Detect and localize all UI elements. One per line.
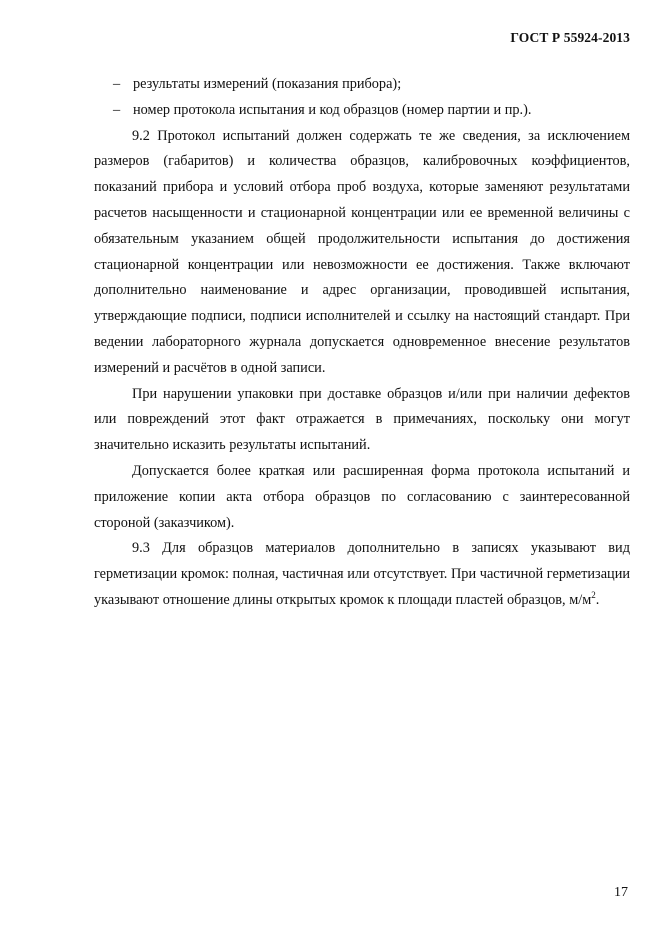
paragraph-9-3-period: . <box>595 591 600 608</box>
paragraph-9-2: 9.2 Протокол испытаний должен содержать те же сведения, за исключением размеров (габаритов) и количества образцов, калибровочных коэффициентов, показаний прибора и условий отбора проб воздуха, которые заменяют результатами расчетов насыщенности и стационарной концентрации или ее временной величины с обязательным указанием общей продолжительности испытания до достижения стационарной концентрации или невозможности ее достижения. Также включают дополнительно наименование и адрес организации, проводившей испытания, утверждающие подписи, подписи исполнителей и ссылку на настоящий стандарт. При ведении лабораторного журнала допускается одновременное внесение результатов измерений и расчётов в одной записи. <box>94 127 630 376</box>
paragraph-9-3 <box>94 536 630 613</box>
list-item-text: номер протокола испытания и код образцов (номер партии и пр.). <box>133 101 532 118</box>
list-dash: – <box>113 101 121 118</box>
superscript-exponent: 2 <box>591 589 596 600</box>
list-item <box>94 98 630 124</box>
paragraph-packaging-damage: При нарушении упаковки при доставке образцов и/или при наличии дефектов или повреждений этот факт отражается в примечаниях, поскольку они могут значительно исказить результаты испытаний. <box>94 385 630 454</box>
list-dash: – <box>113 76 121 92</box>
paragraph-protocol-form: Допускается более краткая или расширенная форма протокола испытаний и приложение копии акта отбора образцов по согласованию с заинтересованной стороной (заказчиком). <box>94 462 630 531</box>
standard-code-header: ГОСТ Р 55924-2013 <box>510 30 630 45</box>
document-body <box>94 72 630 614</box>
list-item-text: результаты измерений (показания прибора); <box>133 76 402 92</box>
list-item <box>94 72 630 98</box>
paragraph-9-3-text: 9.3 Для образцов материалов дополнительно в записях указывают вид герметизации кромок: полная, частичная или отсутствует. При частичной герметизации указывают отношение длины открытых кромок к площади пластей образцов, м/м <box>94 540 630 608</box>
page-number: 17 <box>614 885 628 900</box>
